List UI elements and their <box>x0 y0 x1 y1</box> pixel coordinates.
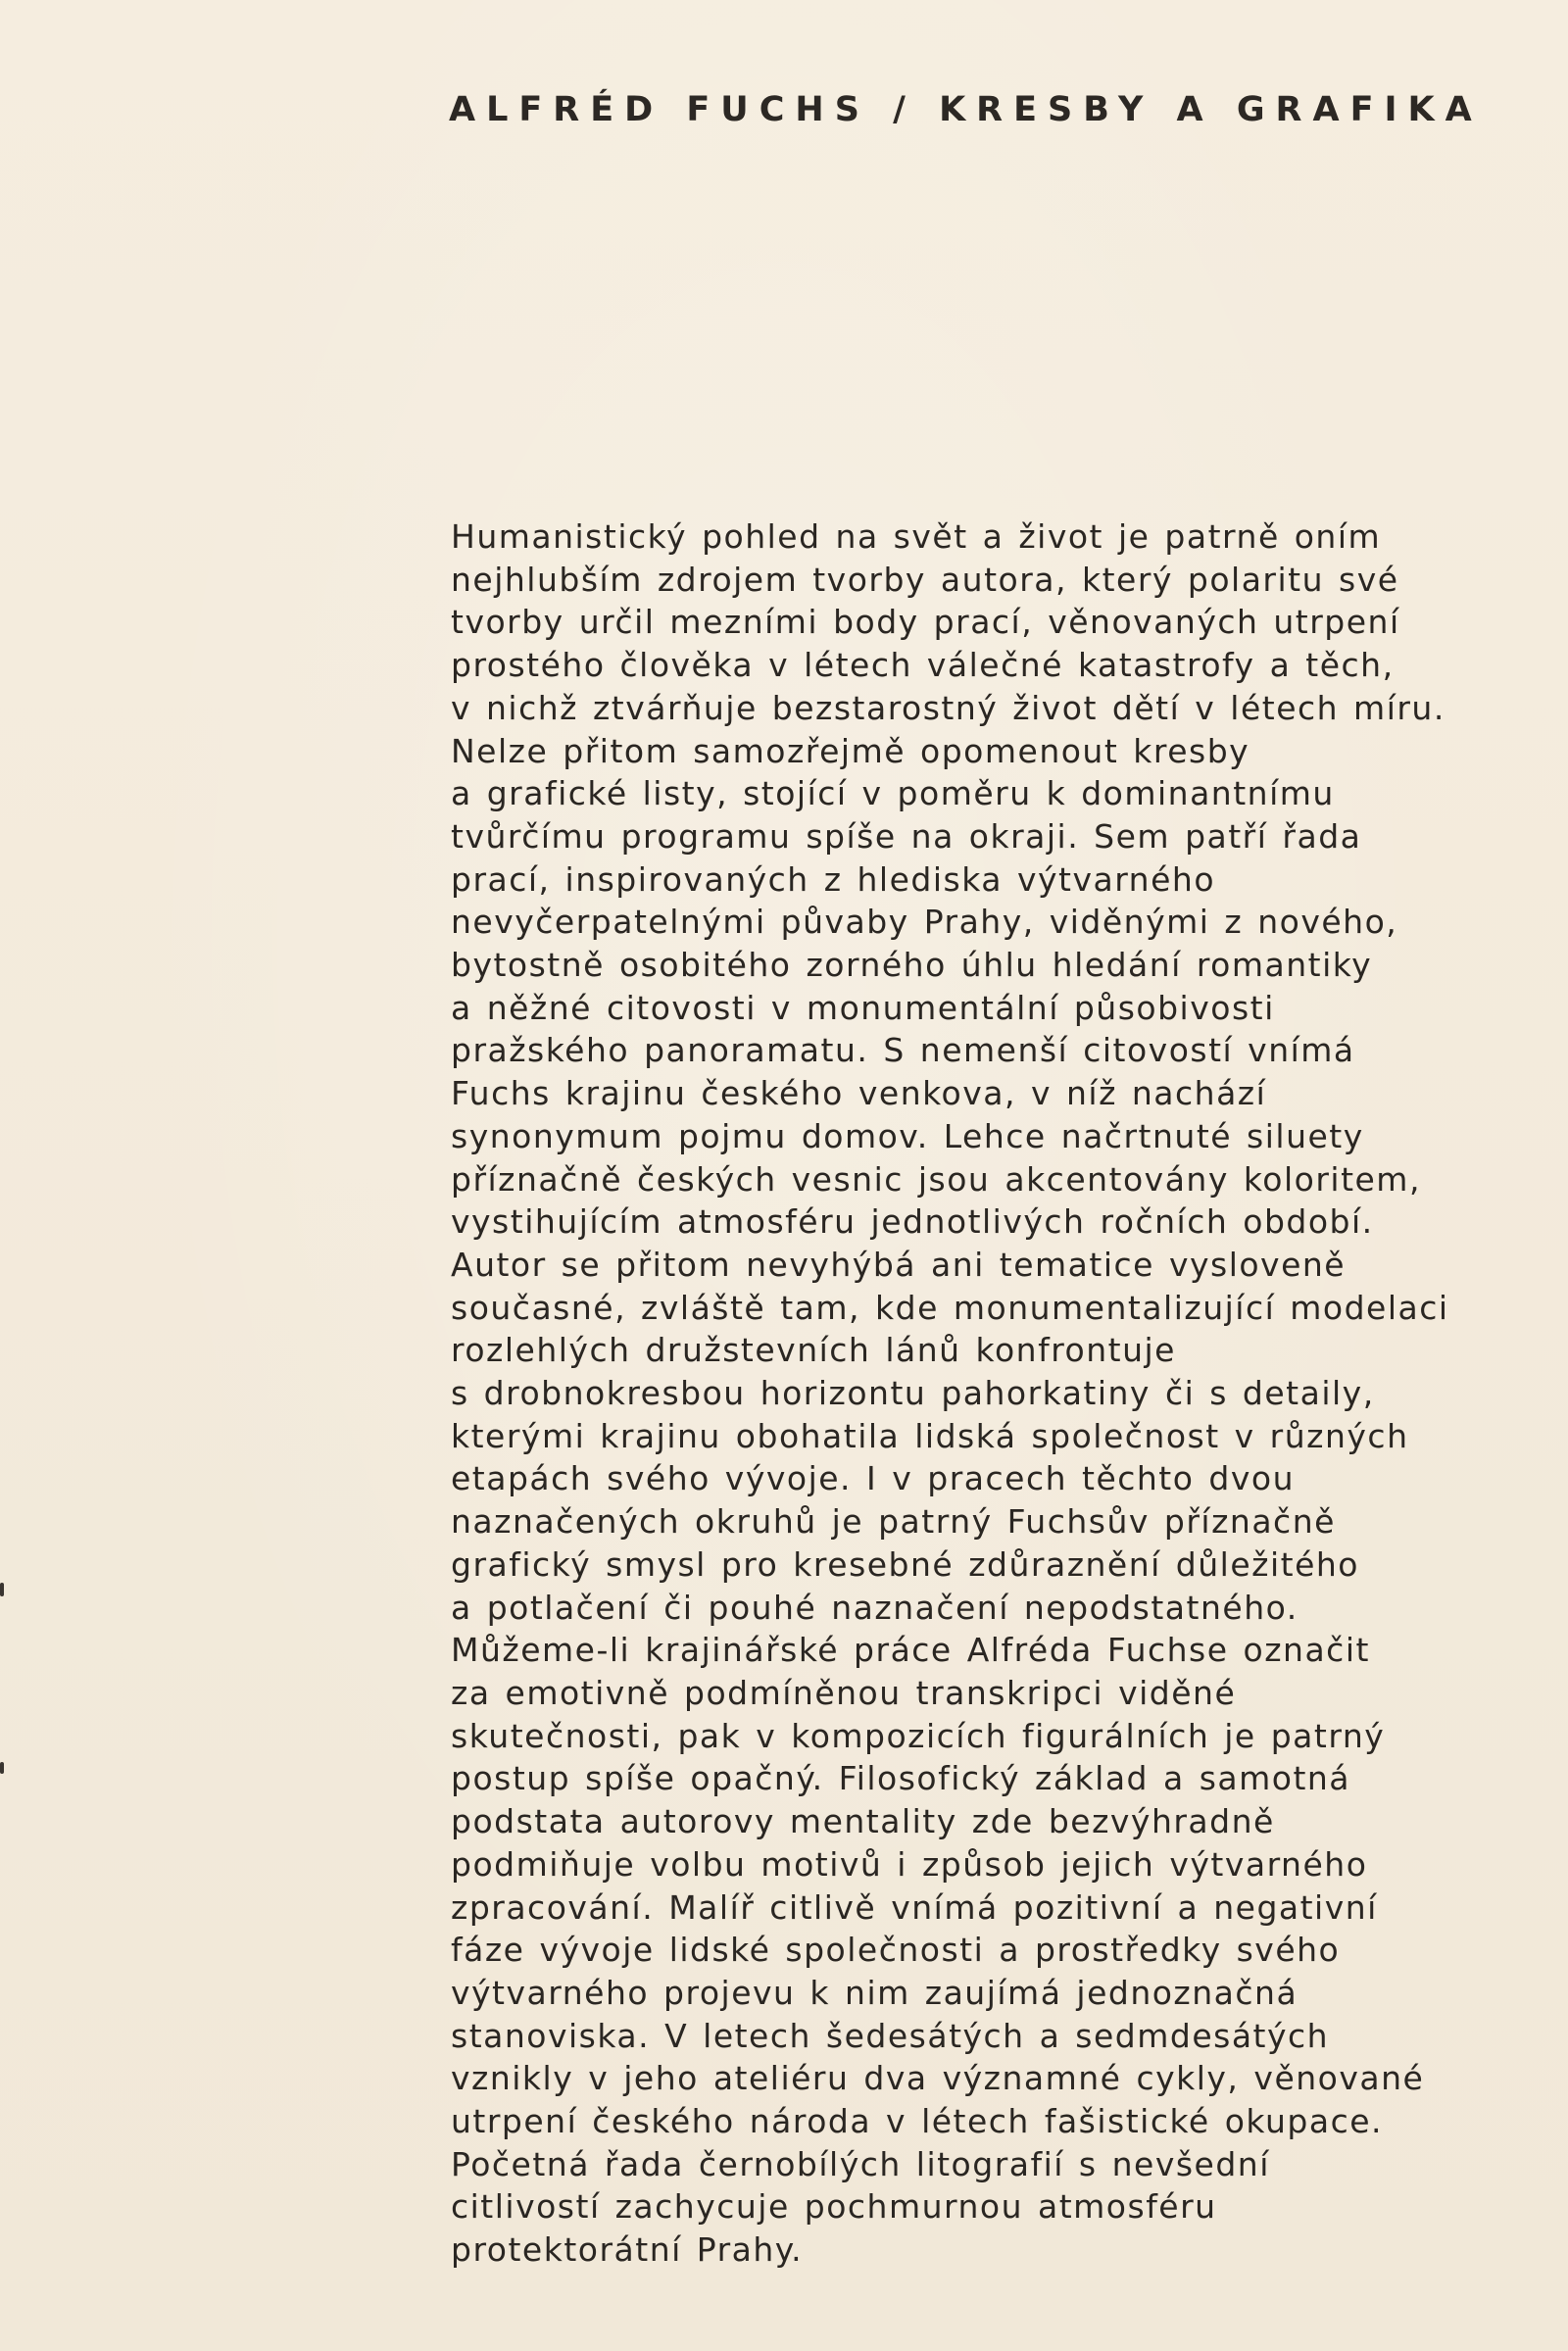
text-line: utrpení českého národa v létech fašistické okupace. <box>451 2102 1384 2141</box>
text-line: prací, inspirovaných z hlediska výtvarného <box>451 859 1216 899</box>
text-line: vystihujícím atmosféru jednotlivých ročních období. <box>451 1202 1374 1242</box>
text-line: s drobnokresbou horizontu pahorkatiny či s detaily, <box>451 1374 1375 1413</box>
text-line: nejhlubším zdrojem tvorby autora, který polaritu své <box>451 560 1399 599</box>
text-line: protektorátní Prahy. <box>451 2230 804 2270</box>
text-line: příznačně českých vesnic jsou akcentovány koloritem, <box>451 1159 1421 1199</box>
text-line: postup spíše opačný. Filosofický základ a samotná <box>451 1759 1351 1798</box>
text-line: stanoviska. V letech šedesátých a sedmdesátých <box>451 2016 1330 2055</box>
text-line: Početná řada černobílých litografií s nevšední <box>451 2144 1270 2183</box>
text-line: podmiňuje volbu motivů i způsob jejich výtvarného <box>451 1844 1368 1884</box>
text-line: Humanistický pohled na svět a život je patrně oním <box>451 517 1382 556</box>
text-line: současné, zvláště tam, kde monumentalizující modelaci <box>451 1288 1449 1327</box>
text-line: bytostně osobitého zorného úhlu hledání romantiky <box>451 946 1373 985</box>
text-line: podstata autorovy mentality zde bezvýhradně <box>451 1802 1275 1841</box>
text-line: Autor se přitom nevyhýbá ani tematice vysloveně <box>451 1245 1347 1284</box>
page-edge-mark <box>0 1583 4 1596</box>
text-line: rozlehlých družstevních lánů konfrontuje <box>451 1331 1176 1370</box>
text-line: grafický smysl pro kresebné zdůraznění důležitého <box>451 1544 1359 1584</box>
text-line: Nelze přitom samozřejmě opomenout kresby <box>451 731 1250 770</box>
text-line: synonymum pojmu domov. Lehce načrtnuté siluety <box>451 1116 1364 1155</box>
text-line: vznikly v jeho ateliéru dva významné cykly, věnované <box>451 2059 1425 2098</box>
text-line: a grafické listy, stojící v poměru k dominantnímu <box>451 774 1335 813</box>
text-line: tvůrčímu programu spíše na okraji. Sem patří řada <box>451 816 1362 856</box>
text-line: nevyčerpatelnými půvaby Prahy, viděnými z nového, <box>451 903 1398 942</box>
text-line: skutečnosti, pak v kompozicích figurálních je patrný <box>451 1716 1386 1755</box>
text-line: tvorby určil mezními body prací, věnovaných utrpení <box>451 603 1400 642</box>
text-line: zpracování. Malíř citlivě vnímá pozitivní a negativní <box>451 1887 1378 1927</box>
body-text <box>451 515 1490 2272</box>
text-line: pražského panoramatu. S nemenší citovostí vnímá <box>451 1031 1355 1070</box>
text-line: za emotivně podmíněnou transkripci viděné <box>451 1673 1237 1712</box>
text-line: a něžné citovosti v monumentální působivosti <box>451 988 1275 1027</box>
text-line: naznačených okruhů je patrný Fuchsův příznačně <box>451 1502 1336 1542</box>
page-edge-mark <box>0 1762 4 1774</box>
page-title: ALFRÉD FUCHS / KRESBY A GRAFIKA <box>449 90 1483 129</box>
text-line: v nichž ztvárňuje bezstarostný život dětí v létech míru. <box>451 688 1446 727</box>
text-line: a potlačení či pouhé naznačení nepodstatného. <box>451 1588 1298 1627</box>
text-line: kterými krajinu obohatila lidská společnost v různých <box>451 1416 1409 1455</box>
text-line: prostého člověka v létech válečné katastrofy a těch, <box>451 646 1395 685</box>
text-line: Můžeme-li krajinářské práce Alfréda Fuchse označit <box>451 1631 1370 1670</box>
text-line: fáze vývoje lidské společnosti a prostředky svého <box>451 1931 1341 1970</box>
text-line: Fuchs krajinu českého venkova, v níž nachází <box>451 1074 1267 1113</box>
text-line: etapách svého vývoje. I v pracech těchto dvou <box>451 1459 1296 1498</box>
text-line: citlivostí zachycuje pochmurnou atmosféru <box>451 2187 1217 2227</box>
text-line: výtvarného projevu k nim zaujímá jednoznačná <box>451 1973 1298 2012</box>
